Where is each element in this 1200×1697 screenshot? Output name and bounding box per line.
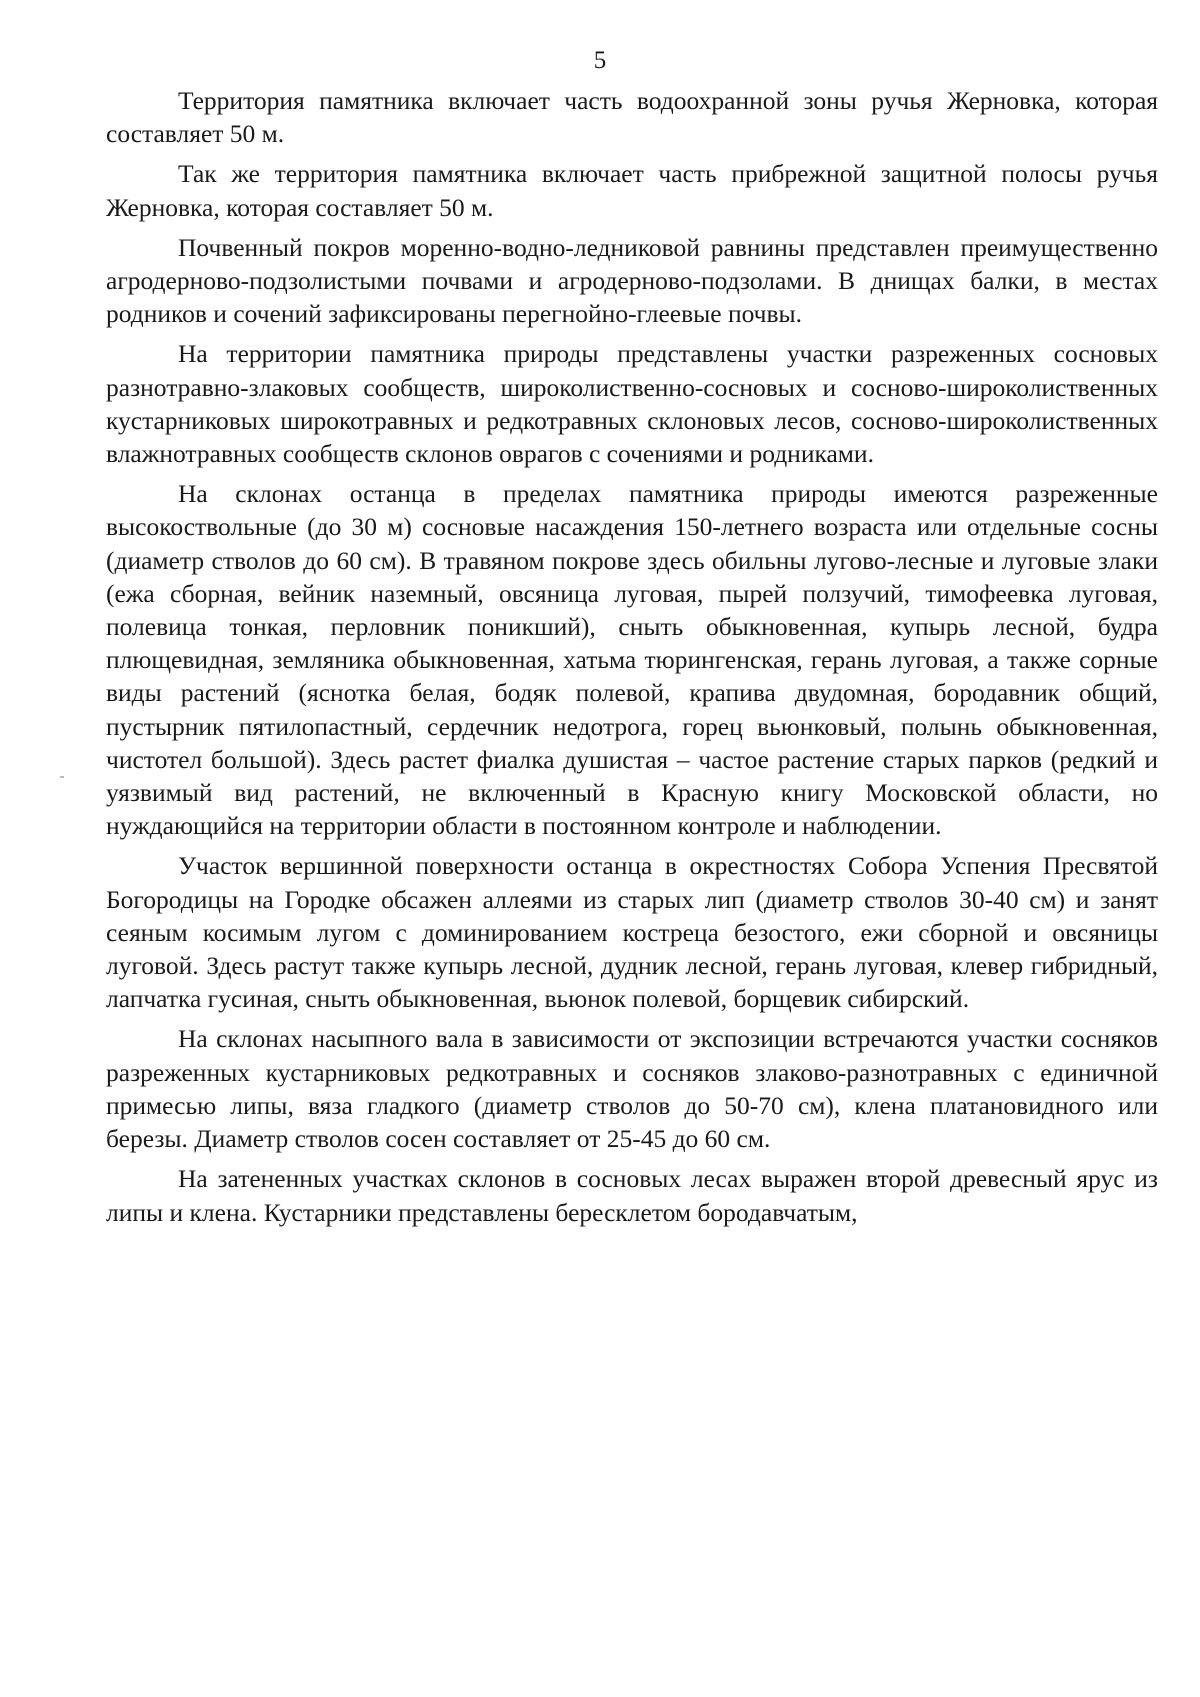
paragraph-summit-surface: Участок вершинной поверхности останца в окрестностях Собора Успения Пресвятой Богородицы на Городке обсажен аллеями из старых лип (диаметр стволов 30-40 см) и занят сеяным косимым лугом с доминированием костреца безостого, ежи сборной и овсяницы луговой. Здесь растут также купырь лесной, дудник лесной, герань луговая, клевер гибридный, лапчатка гусиная, сныть обыкновенная, вьюнок полевой, борщевик сибирский.	[106, 851, 1158, 1014]
margin-mark	[60, 776, 64, 778]
paragraph-water-protection-zone: Территория памятника включает часть водоохранной зоны ручья Жерновка, которая составляет 50 м.	[106, 86, 1158, 149]
paragraph-soil-cover: Почвенный покров моренно-водно-ледниковой равнины представлен преимущественно агродерново-подзолистыми почвами и агродерново-подзолами. В днищах балки, в местах родников и сочений зафиксированы перегнойно-глеевые почвы.	[106, 232, 1158, 329]
paragraph-coastal-strip: Так же территория памятника включает часть прибрежной защитной полосы ручья Жерновка, которая составляет 50 м.	[106, 159, 1158, 222]
page-number: 5	[593, 47, 607, 74]
paragraph-outlier-slopes: На склонах останца в пределах памятника природы имеются разреженные высокоствольные (до 30 м) сосновые насаждения 150-летнего возраста или отдельные сосны (диаметр стволов до 60 см). В травяном покрове здесь обильны лугово-лесные и луговые злаки (ежа сборная, вейник наземный, овсяница луговая, пырей ползучий, тимофеевка луговая, полевица тонкая, перловник поникший), сныть обыкновенная, купырь лесной, будра плющевидная, земляника обыкновенная, хатьма тюрингенская, герань луговая, а также сорные виды растений (яснотка белая, бодяк полевой, крапива двудомная, бородавник общий, пустырник пятилопастный, сердечник недотрога, горец вьюнковый, полынь обыкновенная, чистотел большой). Здесь растет фиалка душистая – частое растение старых парков (редкий и уязвимый вид растений, не включенный в Красную книгу Московской области, но нуждающийся на территории области в постоянном контроле и наблюдении.	[106, 479, 1158, 841]
paragraph-shaded-slopes: На затененных участках склонов в сосновых лесах выражен второй древесный ярус из липы и клена. Кустарники представлены бересклетом бородавчатым,	[106, 1164, 1158, 1227]
body-text	[106, 84, 1158, 1229]
paragraph-plant-communities: На территории памятника природы представлены участки разреженных сосновых разнотравно-злаковых сообществ, широколиственно-сосновых и сосново-широколиственных кустарниковых широкотравных и редкотравных склоновых лесов, сосново-широколиственных влажнотравных сообществ склонов оврагов с сочениями и родниками.	[106, 339, 1158, 469]
paragraph-embankment-slopes: На склонах насыпного вала в зависимости от экспозиции встречаются участки сосняков разреженных кустарниковых редкотравных и сосняков злаково-разнотравных с единичной примесью липы, вяза гладкого (диаметр стволов до 50-70 см), клена платановидного или березы. Диаметр стволов сосен составляет от 25-45 до 60 см.	[106, 1024, 1158, 1154]
